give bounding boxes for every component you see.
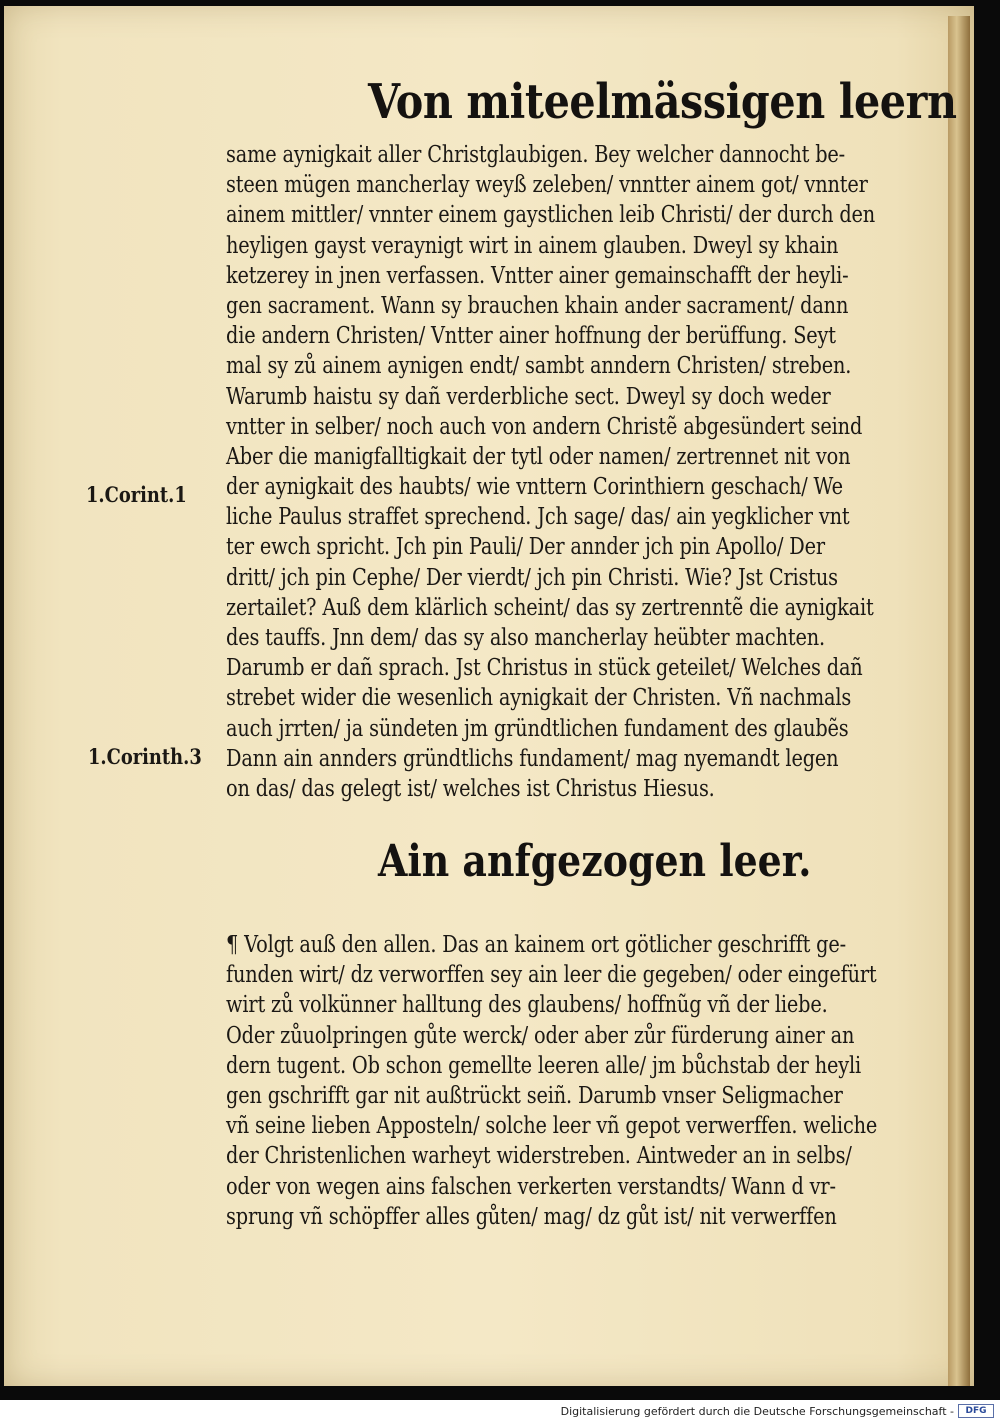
text-line: zertailet? Auß dem klärlich scheint/ das sy zertrenntẽ die aynigkait bbox=[226, 594, 874, 621]
text-line: oder von wegen ains falschen verkerten verstandts/ Wann d vr- bbox=[226, 1173, 836, 1200]
text-line: steen mügen mancherlay weyß zeleben/ vnntter ainem got/ vnnter bbox=[226, 172, 868, 199]
text-line: gen gschrifft gar nit außtrückt seiñ. Darumb vnser Seligmacher bbox=[226, 1082, 843, 1109]
section-text bbox=[226, 930, 966, 1232]
text-line: on das/ das gelegt ist/ welches ist Christus Hiesus. bbox=[226, 775, 715, 802]
text-line: des tauffs. Jnn dem/ das sy also mancherlay heübter machten. bbox=[226, 625, 825, 651]
margin-note: 1.Corint.1 bbox=[86, 482, 187, 507]
text-line: wirt zů volkünner halltung des glaubens/ hoffnũg vñ der liebe. bbox=[226, 992, 828, 1019]
text-line: funden wirt/ dz verworffen sey ain leer die gegeben/ oder eingefürt bbox=[226, 962, 877, 989]
body-text bbox=[226, 140, 966, 804]
text-line: Oder zůuolpringen gůte werck/ oder aber zůr fürderung ainer an bbox=[226, 1022, 855, 1049]
text-line: same aynigkait aller Christglaubigen. Bey welcher dannocht be- bbox=[226, 142, 846, 168]
dfg-logo: DFG bbox=[958, 1404, 994, 1418]
text-line: Warumb haistu sy dañ verderbliche sect. Dweyl sy doch weder bbox=[226, 383, 831, 410]
text-line: Dann ain annders gründtlichs fundament/ mag nyemandt legen bbox=[226, 745, 839, 772]
margin-note: 1.Corinth.3 bbox=[88, 744, 202, 769]
text-line: heyligen gayst veraynigt wirt in ainem glauben. Dweyl sy khain bbox=[226, 232, 839, 259]
text-line: liche Paulus straffet sprechend. Jch sage/ das/ ain yegklicher vnt bbox=[226, 504, 850, 531]
text-line: ketzerey in jnen verfassen. Vntter ainer gemainschafft der heyli- bbox=[226, 262, 849, 289]
text-line: der Christenlichen warheyt widerstreben. Aintweder an in selbs/ bbox=[226, 1143, 852, 1170]
text-line: vntter in selber/ noch auch von andern Christẽ abgesündert seind bbox=[226, 413, 863, 440]
text-line: Aber die manigfalltigkait der tytl oder namen/ zertrennet nit von bbox=[226, 443, 851, 470]
text-line: die andern Christen/ Vntter ainer hoffnung der berüffung. Seyt bbox=[226, 323, 836, 350]
text-line: dern tugent. Ob schon gemellte leeren alle/ jm bůchstab der heyli bbox=[226, 1052, 862, 1079]
text-line: ainem mittler/ vnnter einem gaystlichen leib Christi/ der durch den bbox=[226, 202, 876, 229]
running-head: Von miteelmässigen leern bbox=[368, 74, 957, 130]
text-line: Darumb er dañ sprach. Jst Christus in stück geteilet/ Welches dañ bbox=[226, 655, 863, 682]
text-line: auch jrrten/ ja sündeten jm gründtlichen fundament des glaubẽs bbox=[226, 715, 849, 742]
text-line: ¶ Volgt auß den allen. Das an kainem ort götlicher geschrifft ge- bbox=[226, 932, 847, 958]
text-line: dritt/ jch pin Cephe/ Der vierdt/ jch pin Christi. Wie? Jst Cristus bbox=[226, 564, 838, 591]
text-line: der aynigkait des haubts/ wie vnttern Corinthiern geschach/ We bbox=[226, 474, 843, 501]
text-line: mal sy zů ainem aynigen endt/ sambt anndern Christen/ streben. bbox=[226, 353, 852, 380]
footer-credit: Digitalisierung gefördert durch die Deutsche Forschungsgemeinschaft - bbox=[560, 1405, 954, 1418]
text-line: sprung vñ schöpffer alles gůten/ mag/ dz gůt ist/ nit verwerffen bbox=[226, 1203, 837, 1230]
text-line: vñ seine lieben Apposteln/ solche leer vñ gepot verwerffen. weliche bbox=[226, 1113, 878, 1140]
text-line: strebet wider die wesenlich aynigkait der Christen. Vñ nachmals bbox=[226, 685, 852, 712]
section-heading: Ain anfgezogen leer. bbox=[378, 836, 812, 887]
text-line: gen sacrament. Wann sy brauchen khain ander sacrament/ dann bbox=[226, 292, 849, 319]
text-line: ter ewch spricht. Jch pin Pauli/ Der annder jch pin Apollo/ Der bbox=[226, 534, 825, 561]
